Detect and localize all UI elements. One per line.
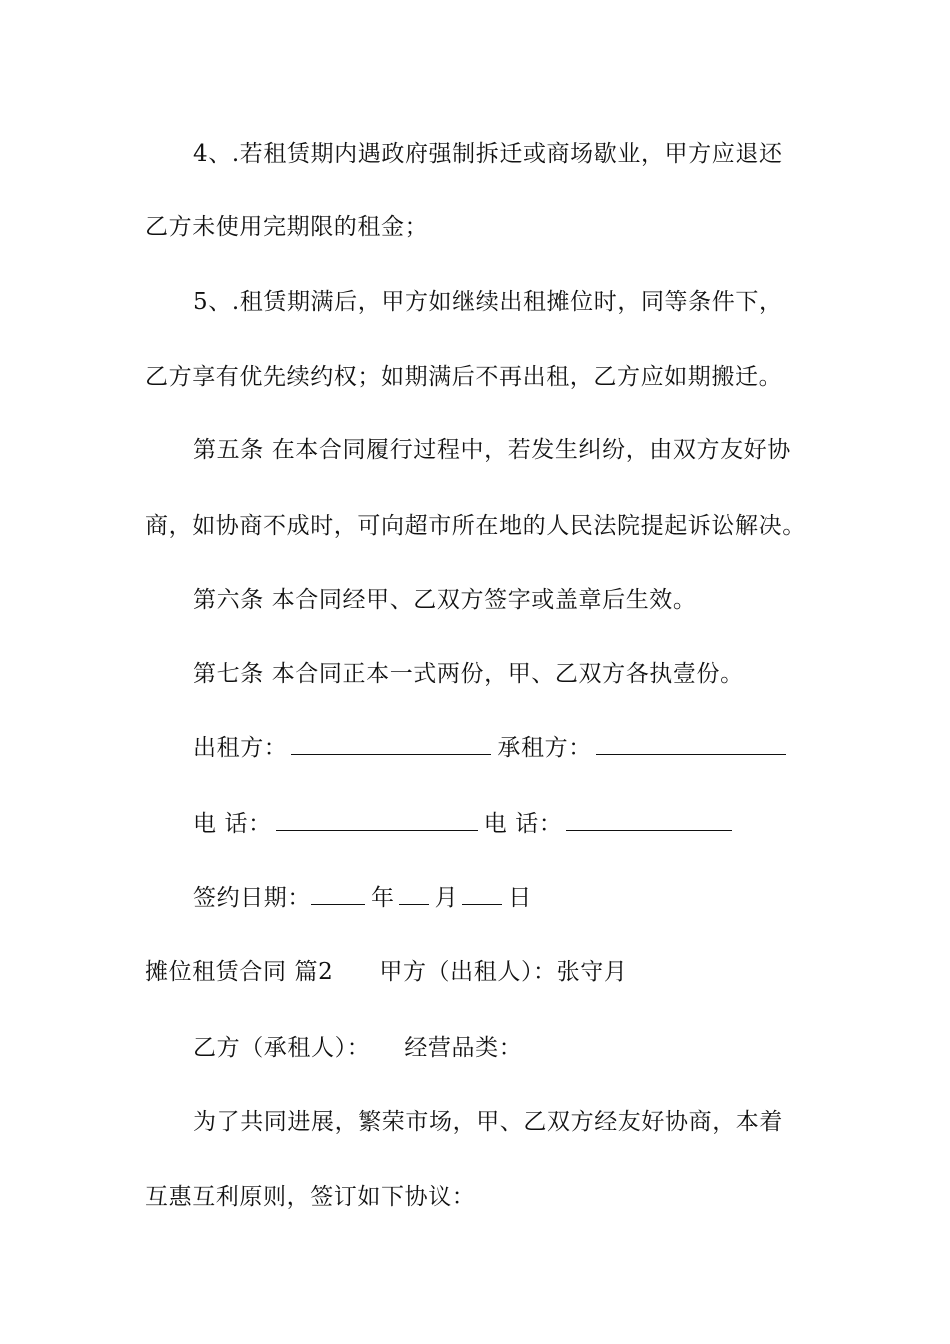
- party-b-row: [193, 1032, 522, 1064]
- year-blank[interactable]: [311, 882, 365, 905]
- clause-4-line-1: 4、.若租赁期内遇政府强制拆迁或商场歇业，甲方应退还: [193, 141, 783, 167]
- section-2-header-row: [145, 956, 627, 988]
- lessee-blank[interactable]: [596, 732, 786, 755]
- clause-5-line-2: 乙方享有优先续约权；如期满后不再出租，乙方应如期搬迁。: [145, 364, 783, 390]
- lessee-label: 承租方：: [497, 735, 592, 761]
- month-blank[interactable]: [399, 882, 429, 905]
- lessor-label: 出租方：: [193, 735, 288, 761]
- signing-date-row: [193, 882, 532, 914]
- date-label: 签约日期：: [193, 885, 311, 911]
- phone-label-lessee: 电 话：: [483, 811, 563, 837]
- lessee-phone-blank[interactable]: [566, 808, 732, 831]
- party-b: 乙方（承租人）：: [193, 1035, 371, 1061]
- lessor-blank[interactable]: [291, 732, 491, 755]
- article-6: 第六条 本合同经甲、乙双方签字或盖章后生效。: [193, 587, 697, 613]
- intro-line-2: 互惠互利原则，签订如下协议：: [145, 1184, 476, 1210]
- business-category: 经营品类：: [404, 1035, 523, 1061]
- article-5-line-2: 商，如协商不成时，可向超市所在地的人民法院提起诉讼解决。: [145, 513, 806, 539]
- clause-5-line-1: 5、.租赁期满后，甲方如继续出租摊位时，同等条件下，: [193, 289, 783, 315]
- signature-parties-row: [193, 732, 792, 764]
- day-blank[interactable]: [462, 882, 502, 905]
- clause-4-line-2: 乙方未使用完期限的租金；: [145, 214, 429, 240]
- article-5-line-1: 第五条 在本合同履行过程中，若发生纠纷，由双方友好协: [193, 437, 791, 463]
- day-label: 日: [508, 885, 532, 911]
- lessor-phone-blank[interactable]: [276, 808, 478, 831]
- section-2-title: 摊位租赁合同 篇2: [145, 959, 334, 985]
- intro-line-1: 为了共同进展，繁荣市场，甲、乙双方经友好协商，本着: [193, 1109, 783, 1135]
- article-7: 第七条 本合同正本一式两份，甲、乙双方各执壹份。: [193, 661, 744, 687]
- phone-label-lessor: 电 话：: [193, 811, 272, 837]
- signature-phone-row: [193, 808, 738, 840]
- year-label: 年: [371, 885, 395, 911]
- party-a: 甲方（出租人）：张守月: [379, 959, 628, 985]
- month-label: 月: [434, 885, 459, 911]
